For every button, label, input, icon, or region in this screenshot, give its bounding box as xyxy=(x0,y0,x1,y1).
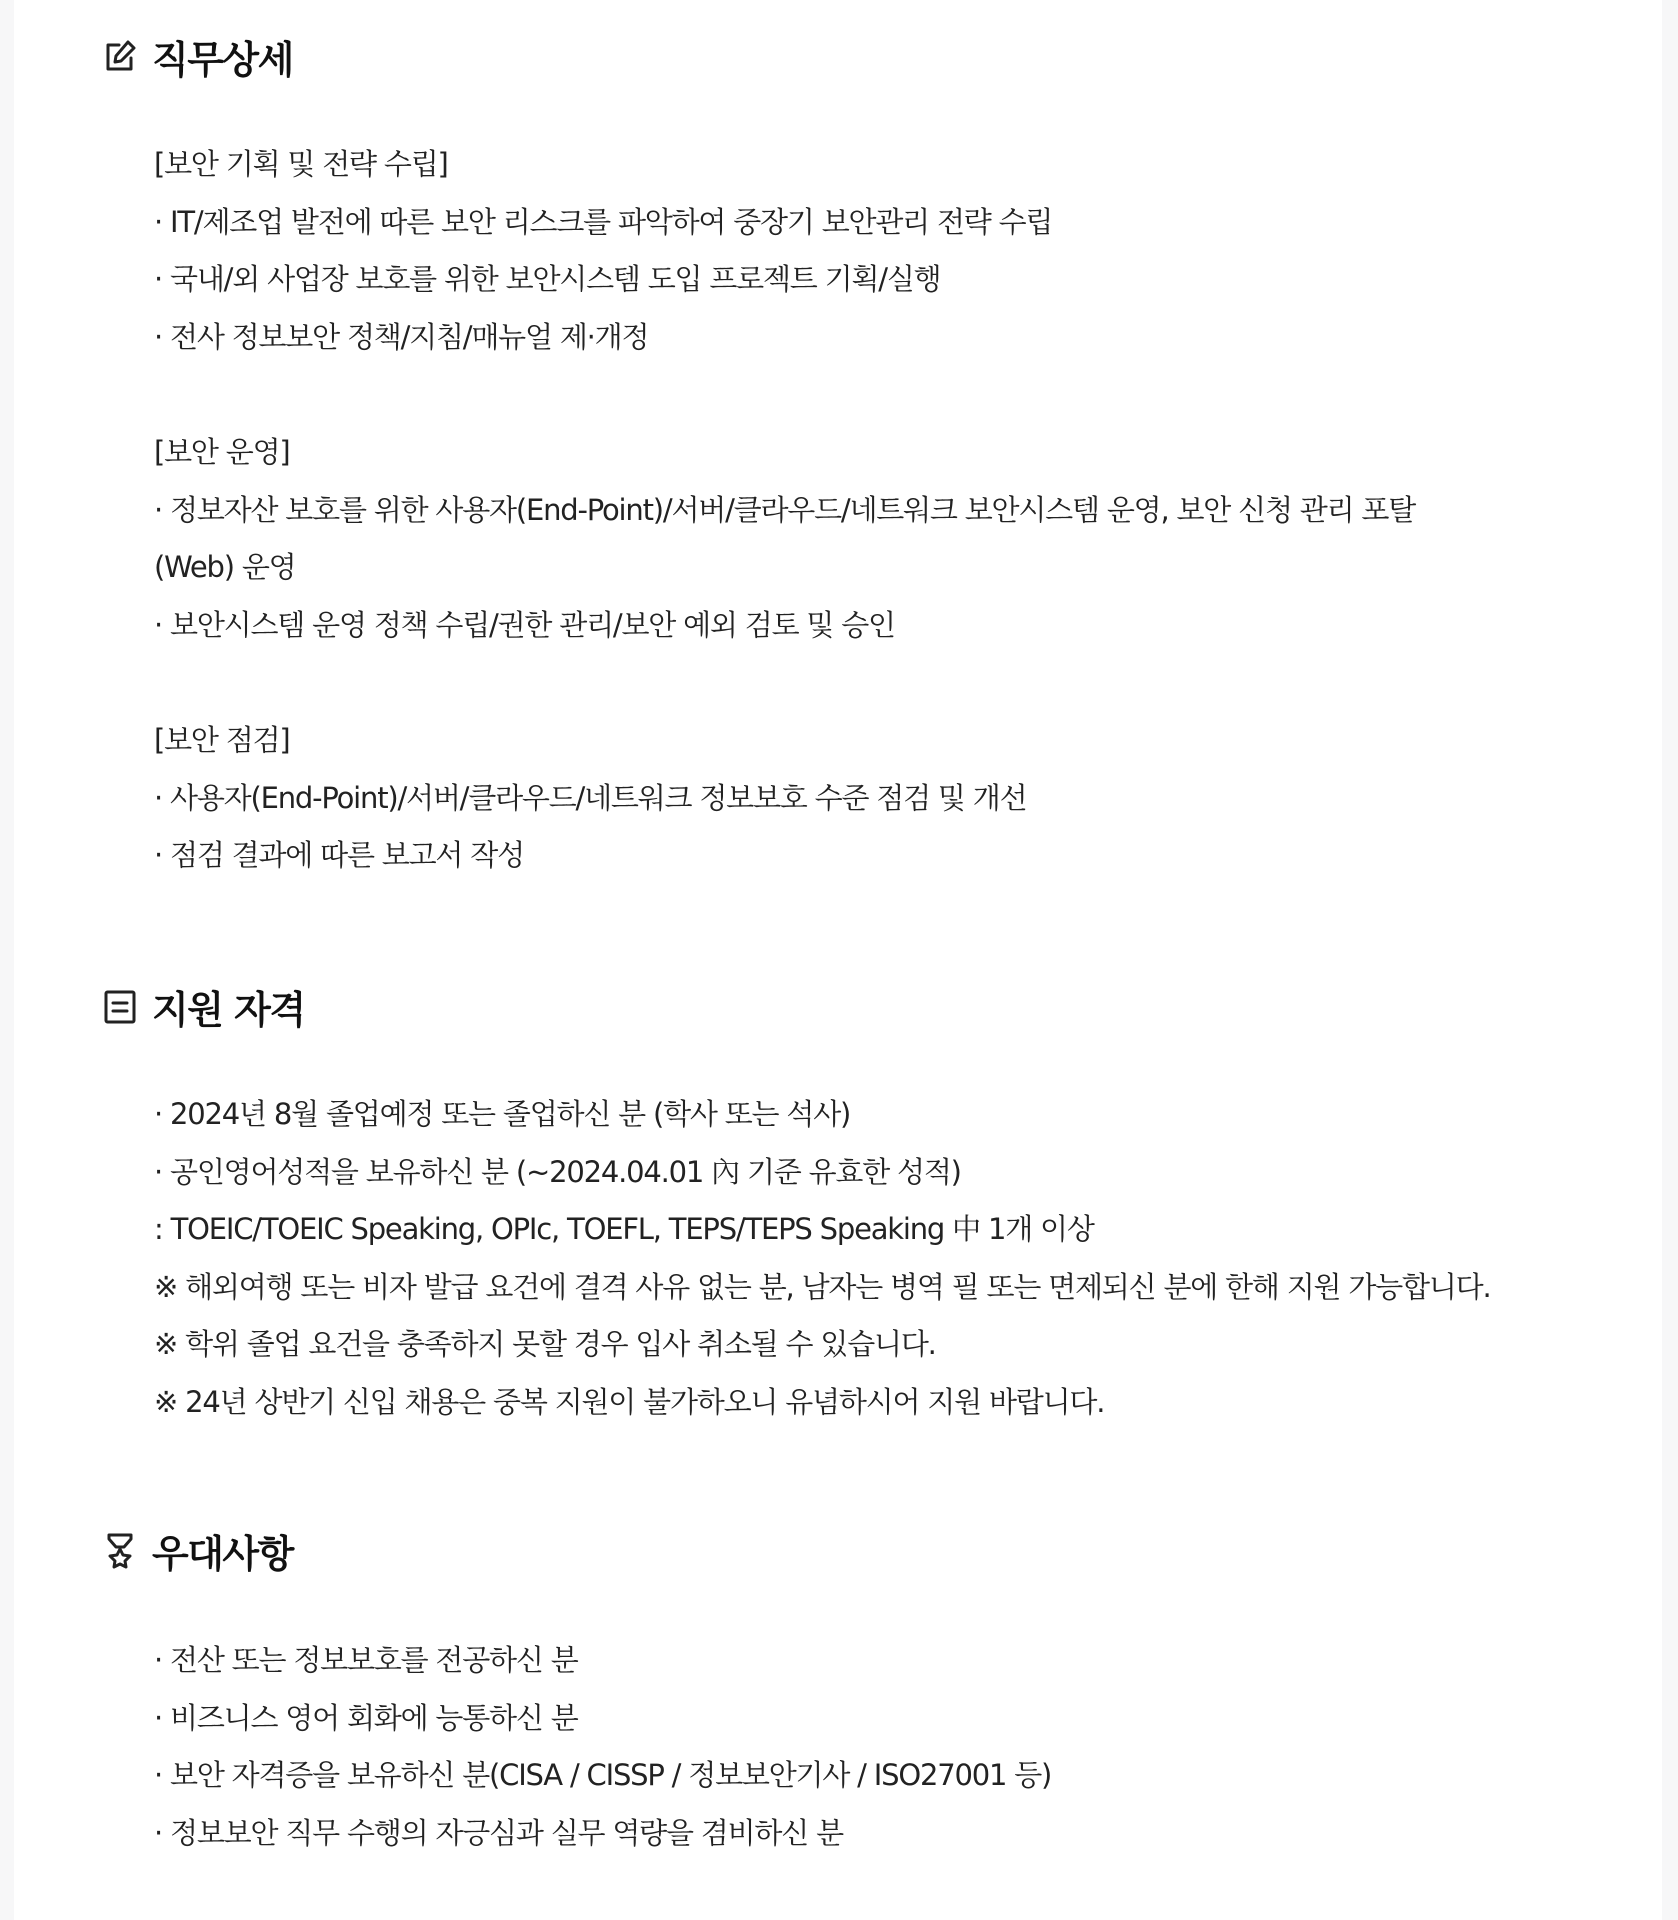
spacer xyxy=(154,366,1634,424)
section-title: 직무상세 xyxy=(152,37,293,82)
list-item: · 보안 자격증을 보유하신 분(CISA / CISSP / 정보보안기사 / ISO27001 등) xyxy=(154,1758,1052,1793)
note-item: ※ 학위 졸업 요건을 충족하지 못할 경우 입사 취소될 수 있습니다. xyxy=(154,1327,936,1362)
note-item: ※ 24년 상반기 신입 채용은 중복 지원이 불가하오니 유념하시어 지원 바랍니다. xyxy=(154,1384,1105,1419)
list-item: · 정보자산 보호를 위한 사용자(End-Point)/서버/클라우드/네트워크 보안시스템 운영, 보안 신청 관리 포탈 xyxy=(154,492,1416,527)
spacer xyxy=(154,654,1634,712)
subheading: [보안 운영] xyxy=(154,434,290,469)
list-item-continuation: (Web) 운영 xyxy=(154,550,296,585)
section-header-qualifications xyxy=(98,978,305,1034)
note-item: ※ 해외여행 또는 비자 발급 요건에 결격 사유 없는 분, 남자는 병역 필 또는 면제되신 분에 한해 지원 가능합니다. xyxy=(154,1269,1491,1304)
list-item-continuation: : TOEIC/TOEIC Speaking, OPIc, TOEFL, TEPS/TEPS Speaking 中 1개 이상 xyxy=(154,1212,1094,1247)
section-title: 지원 자격 xyxy=(152,987,305,1032)
section-header-preferences xyxy=(98,1522,293,1578)
list-item: · 보안시스템 운영 정책 수립/권한 관리/보안 예외 검토 및 승인 xyxy=(154,607,895,642)
preferences-content xyxy=(154,1632,1634,1862)
edit-icon xyxy=(98,34,142,78)
award-ribbon-icon xyxy=(98,1528,142,1572)
list-item: · 비즈니스 영어 회화에 능통하신 분 xyxy=(154,1700,578,1735)
section-header-job-detail xyxy=(98,28,293,84)
job-posting-page xyxy=(14,0,1662,1920)
list-item: · 전산 또는 정보보호를 전공하신 분 xyxy=(154,1643,578,1677)
list-item: · 점검 결과에 따른 보고서 작성 xyxy=(154,838,524,873)
list-item: · 정보보안 직무 수행의 자긍심과 실무 역량을 겸비하신 분 xyxy=(154,1815,843,1850)
list-item: · IT/제조업 발전에 따른 보안 리스크를 파악하여 중장기 보안관리 전략 수립 xyxy=(154,204,1053,239)
list-item: · 공인영어성적을 보유하신 분 (~2024.04.01 內 기준 유효한 성적) xyxy=(154,1154,961,1189)
list-item: · 전사 정보보안 정책/지침/매뉴얼 제·개정 xyxy=(154,319,649,354)
list-item: · 국내/외 사업장 보호를 위한 보안시스템 도입 프로젝트 기획/실행 xyxy=(154,262,941,297)
document-list-icon xyxy=(98,984,142,1028)
section-title: 우대사항 xyxy=(152,1531,293,1576)
list-item: · 2024년 8월 졸업예정 또는 졸업하신 분 (학사 또는 석사) xyxy=(154,1097,851,1131)
subheading: [보안 기획 및 전략 수립] xyxy=(154,147,448,181)
job-detail-content xyxy=(154,136,1634,885)
list-item: · 사용자(End-Point)/서버/클라우드/네트워크 정보보호 수준 점검 및 개선 xyxy=(154,780,1027,815)
qualifications-content xyxy=(154,1086,1634,1432)
subheading: [보안 점검] xyxy=(154,722,290,757)
